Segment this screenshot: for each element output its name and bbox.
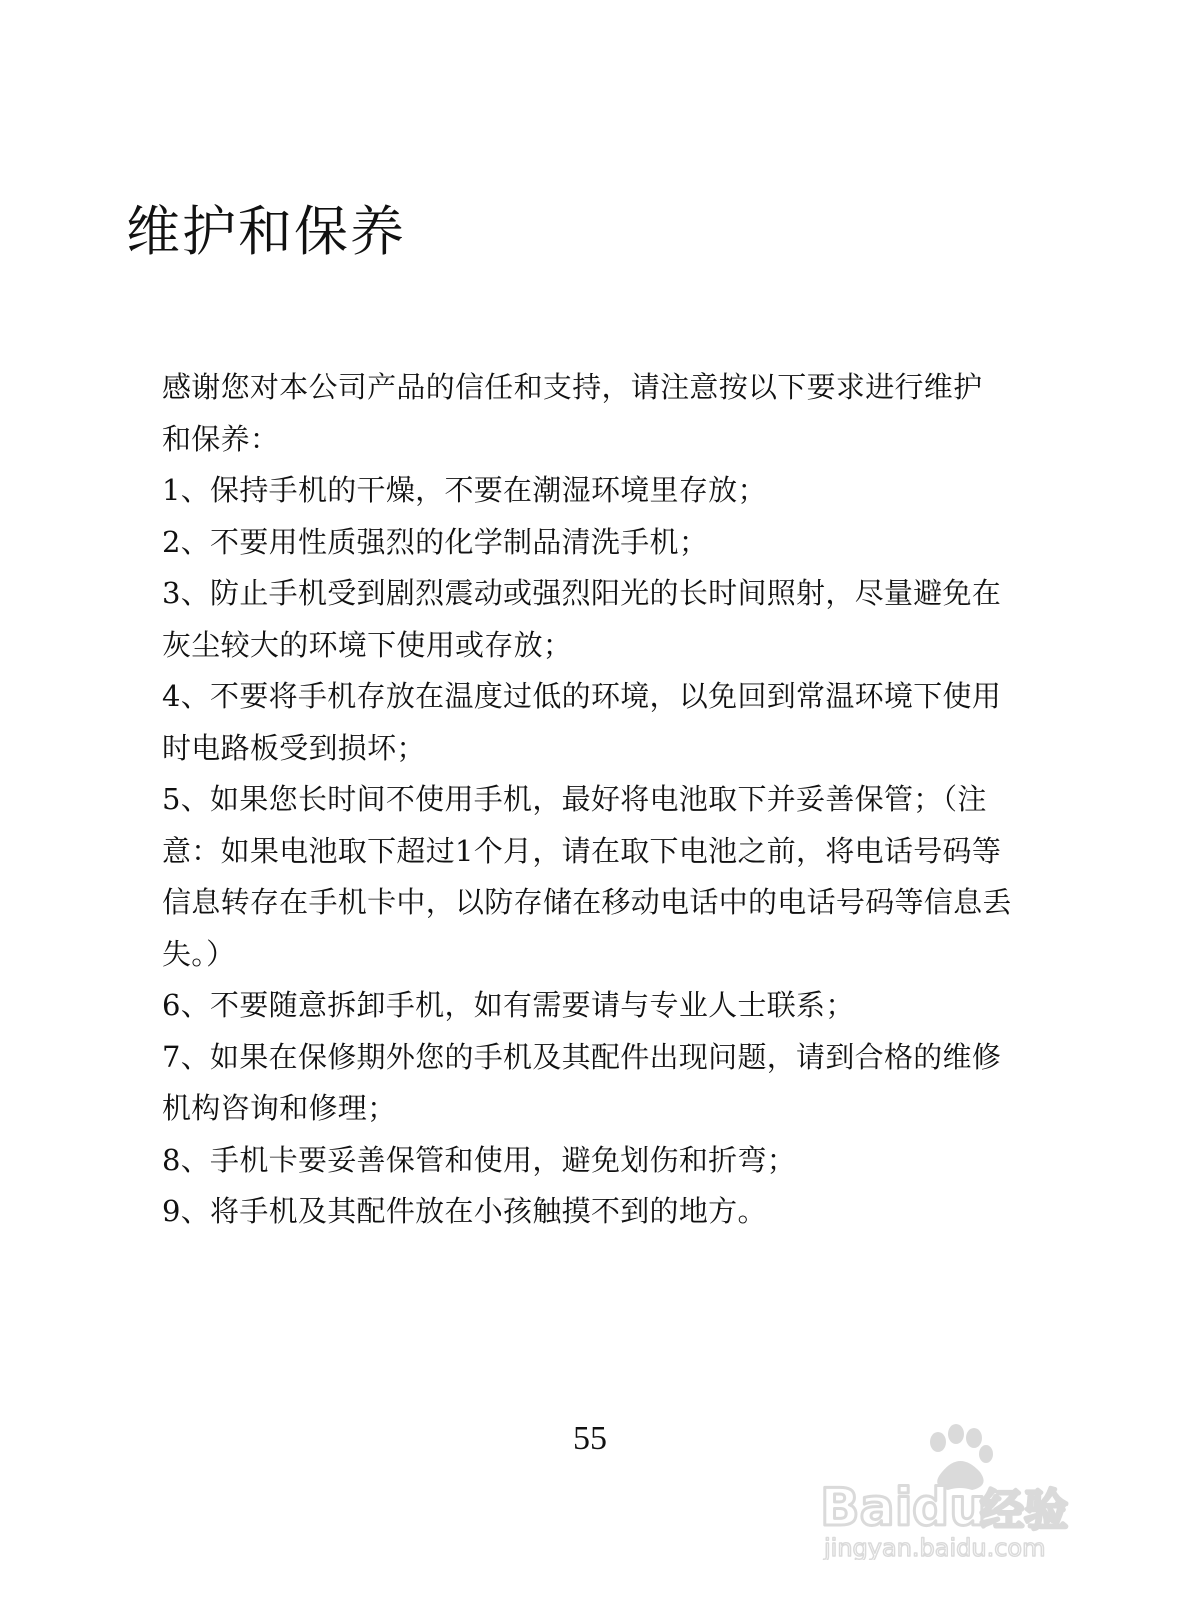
text-line: 和保养： (162, 421, 280, 456)
text-line: 感谢您对本公司产品的信任和支持，请注意按以下要求进行维护 (162, 370, 983, 404)
list-item: 4、不要将手机存放在温度过低的环境，以免回到常温环境下使用 (162, 679, 1002, 713)
baidu-logo-icon (820, 1420, 1080, 1560)
page-title: 维护和保养 (126, 200, 406, 263)
text-line: 灰尘较大的环境下使用或存放； (162, 627, 573, 662)
text-line: 时电路板受到损坏； (162, 730, 426, 765)
body-text (162, 362, 1062, 1238)
list-item: 3、防止手机受到剧烈震动或强烈阳光的长时间照射，尽量避免在 (162, 576, 1002, 610)
list-item: 5、如果您长时间不使用手机，最好将电池取下并妥善保管；（注 (162, 782, 987, 816)
text-line: 意：如果电池取下超过1个月，请在取下电池之前，将电话号码等 (162, 833, 1002, 868)
baidu-watermark (820, 1400, 1120, 1570)
svg-text:经验: 经验 (980, 1485, 1068, 1536)
svg-text:du: du (912, 1478, 987, 1538)
list-item: 1、保持手机的干燥，不要在潮湿环境里存放； (162, 473, 767, 507)
svg-text:Bai: Bai (820, 1478, 913, 1538)
svg-text:jingyan.baidu.com: jingyan.baidu.com (824, 1534, 1046, 1560)
page-number: 55 (573, 1420, 607, 1457)
list-item: 7、如果在保修期外您的手机及其配件出现问题，请到合格的维修 (162, 1039, 1002, 1074)
list-item: 2、不要用性质强烈的化学制品清洗手机； (162, 524, 709, 559)
list-item: 6、不要随意拆卸手机，如有需要请与专业人士联系； (162, 988, 855, 1022)
list-item: 8、手机卡要妥善保管和使用，避免划伤和折弯； (162, 1142, 797, 1177)
list-item: 9、将手机及其配件放在小孩触摸不到的地方。 (162, 1194, 767, 1228)
text-line: 失。） (162, 936, 236, 971)
text-line: 机构咨询和修理； (162, 1091, 397, 1125)
text-line: 信息转存在手机卡中，以防存储在移动电话中的电话号码等信息丢 (162, 885, 1012, 919)
